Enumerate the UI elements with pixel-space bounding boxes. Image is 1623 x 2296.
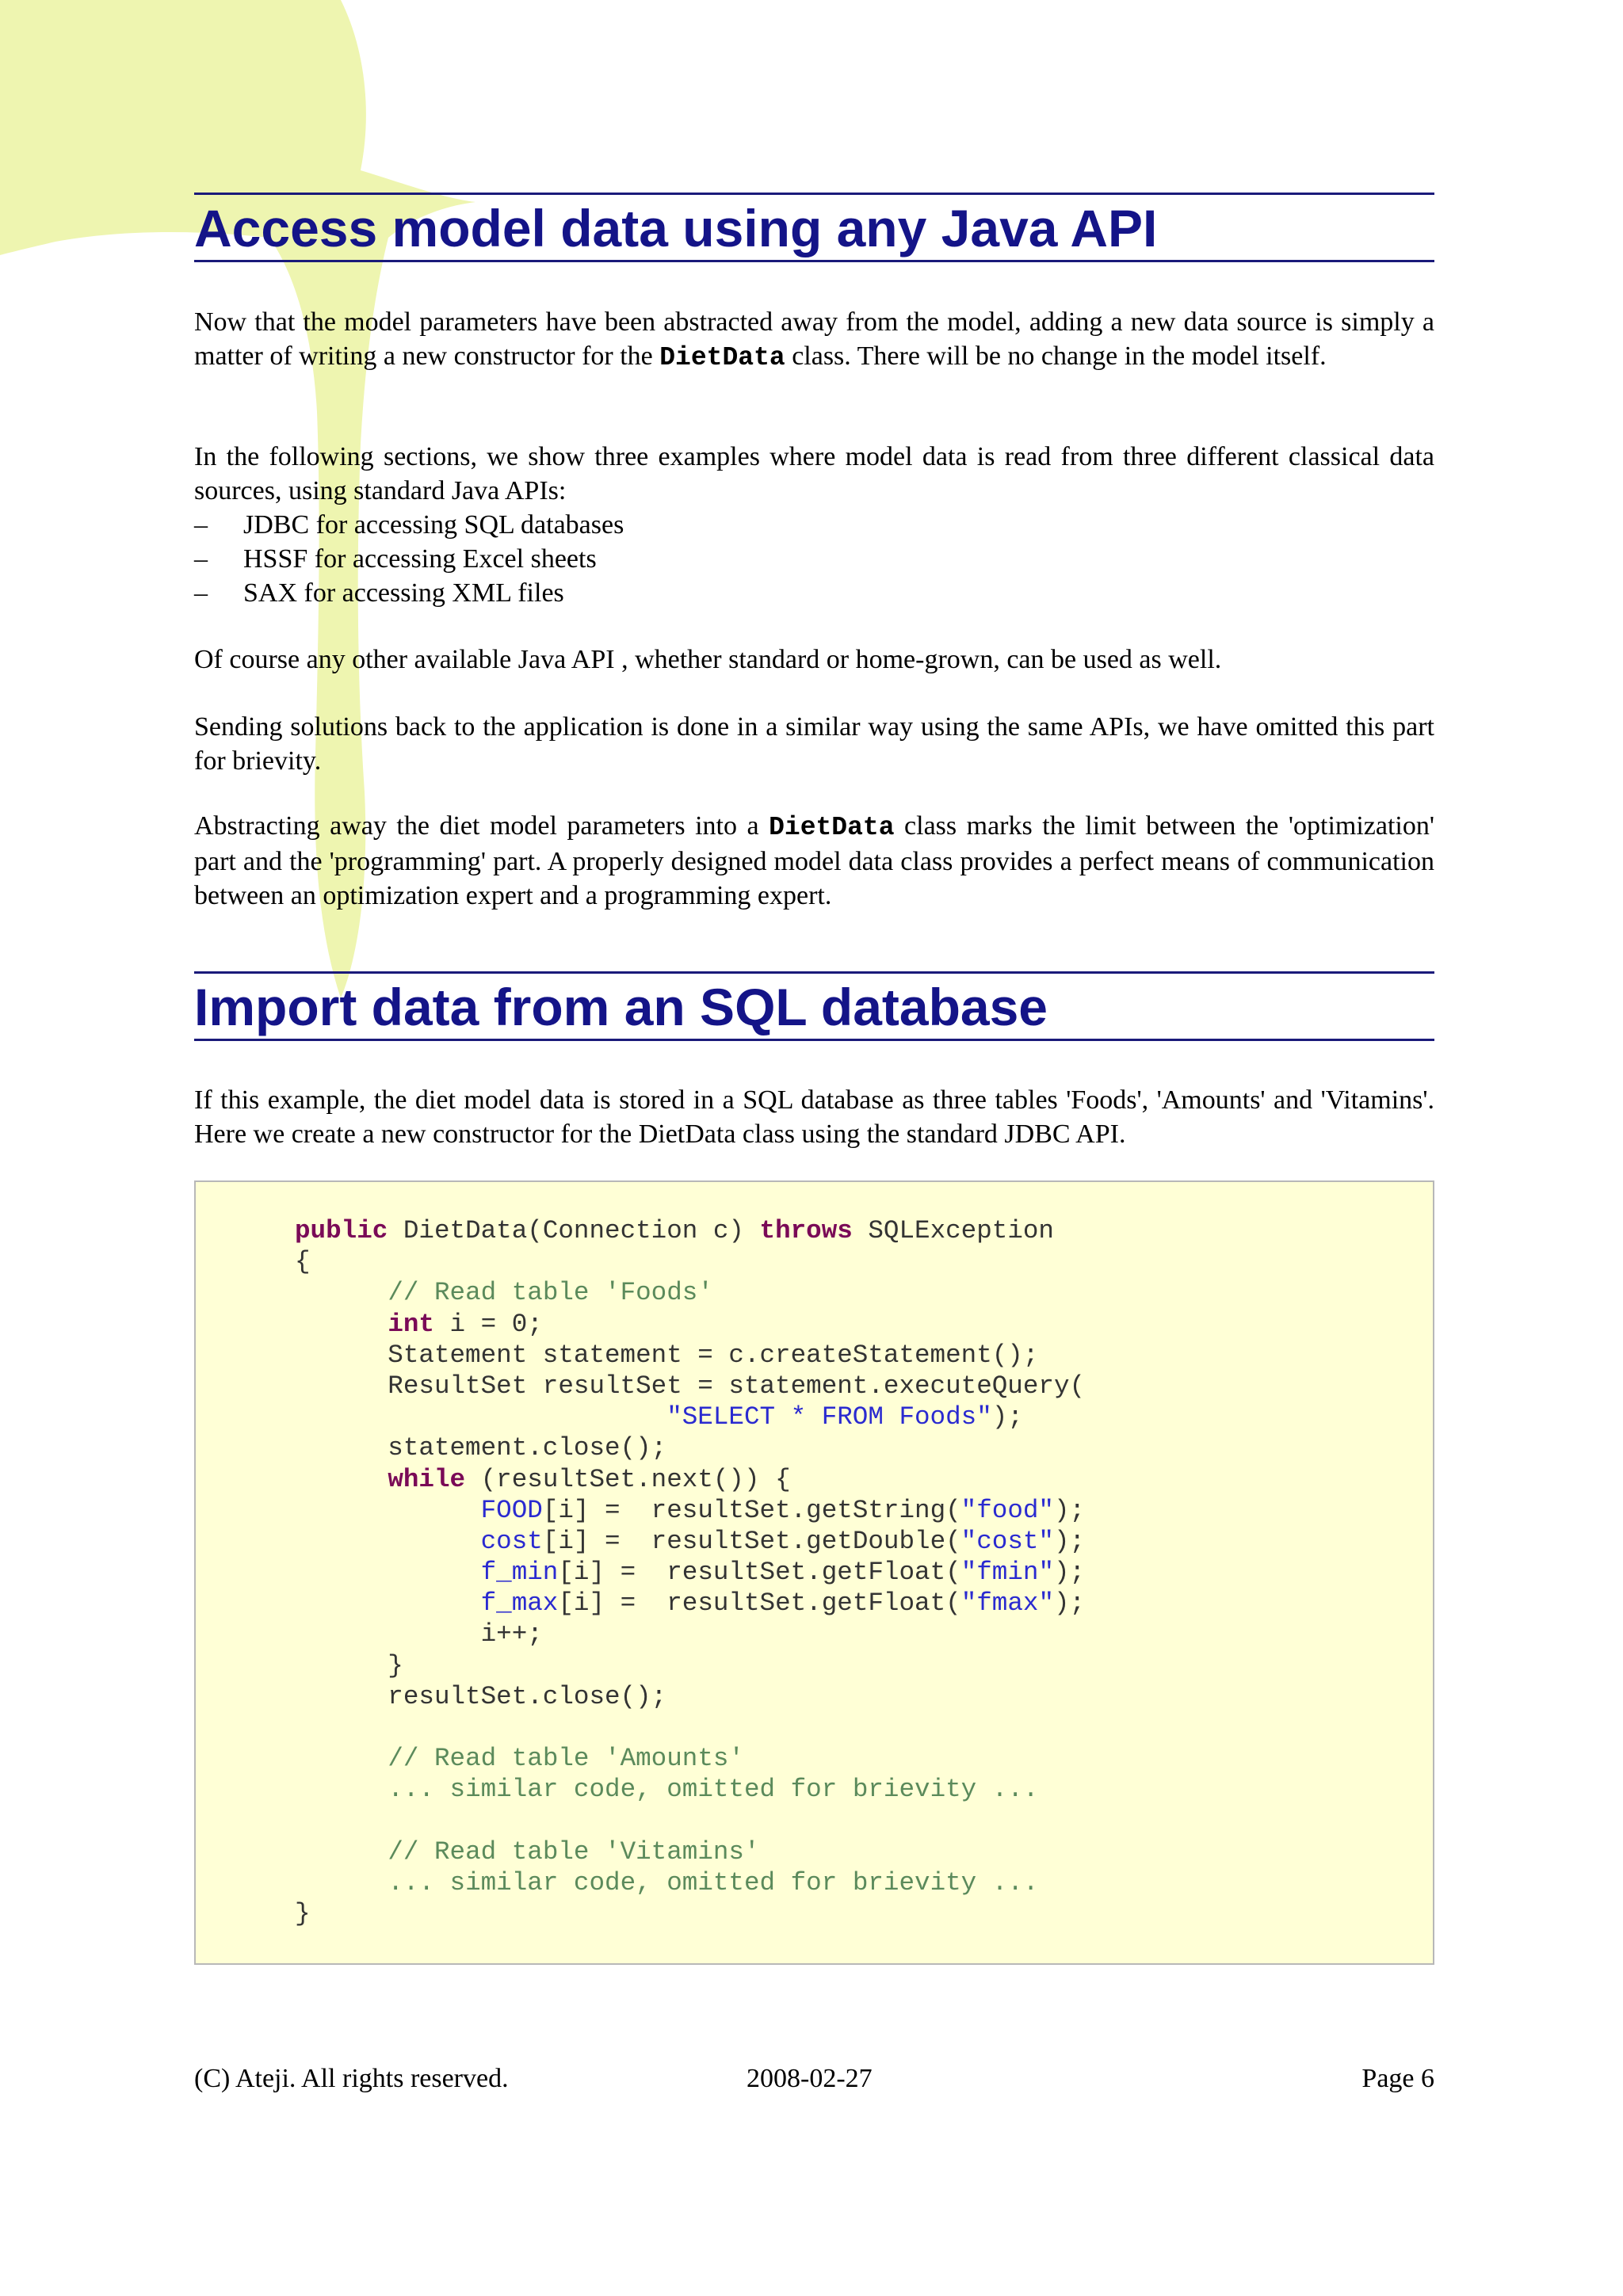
paragraph-examples-intro: In the following sections, we show three examples where model data is read from three different classical data sources, using standard Java APIs:: [194, 442, 1434, 505]
code-token: "SELECT * FROM Foods": [666, 1402, 992, 1432]
code-line: [295, 1464, 1085, 1495]
code-token: SQLException: [852, 1216, 1054, 1245]
code-token: [i] = resultSet.getString(: [542, 1495, 961, 1525]
code-line: [295, 1246, 1085, 1277]
footer-page-number: Page 6: [1361, 2064, 1434, 2093]
code-token: [295, 1496, 481, 1525]
section-heading-access-model-data: [194, 193, 1434, 262]
code-token: [295, 1868, 388, 1897]
code-token: }: [295, 1899, 311, 1929]
code-token: statement.close();: [295, 1433, 667, 1463]
code-token: FOOD: [480, 1495, 543, 1525]
paragraph-text: class. There will be no change in the model itself.: [785, 341, 1327, 371]
section-heading-import-sql: [194, 971, 1434, 1041]
code-line: [295, 1432, 1085, 1463]
code-token: (resultSet.next()) {: [465, 1464, 791, 1494]
code-line: [295, 1712, 1085, 1743]
code-line: [295, 1681, 1085, 1712]
code-line: [295, 1309, 1085, 1340]
code-token: DietData(Connection c): [388, 1216, 760, 1245]
code-token: );: [1053, 1495, 1086, 1525]
code-token: [i] = resultSet.getFloat(: [558, 1558, 961, 1588]
paragraph-sql-intro: If this example, the diet model data is stored in a SQL database as three tables 'Foods', 'Amounts' and 'Vitamins'. Here we create a new constructor for the DietData class using the standard JDBC API.: [194, 1085, 1434, 1149]
paragraph-text: Now that the model parameters have been abstracted away from the model, adding a new data source is simply a matter of writing a new constructor for the: [194, 307, 1434, 371]
inline-code-dietdata: DietData: [659, 343, 785, 372]
dash-bullet: –: [194, 510, 208, 540]
code-token: "cost": [960, 1526, 1054, 1556]
code-line: [295, 1898, 1085, 1929]
paragraph-text: Abstracting away the diet model parameters into a: [194, 811, 769, 841]
paragraph-text: class marks the limit between the 'optimization' part and the 'programming' part. A properly designed model data class provides a perfect means of communication between an optimization expert and a programming expert.: [194, 811, 1434, 910]
heading-title: Import data from an SQL database: [194, 978, 1048, 1036]
code-token: );: [991, 1402, 1023, 1432]
code-line: [295, 1215, 1085, 1246]
code-token: Statement statement = c.createStatement();: [295, 1340, 1039, 1370]
code-line: [295, 1588, 1085, 1619]
code-listing: [295, 1215, 1085, 1929]
code-token: f_min: [480, 1558, 559, 1588]
code-token: // Read table 'Vitamins': [388, 1836, 760, 1867]
code-line: [295, 1743, 1085, 1774]
code-token: while: [388, 1464, 466, 1494]
code-token: {: [295, 1247, 311, 1277]
code-token: f_max: [480, 1589, 559, 1619]
code-token: );: [1054, 1558, 1086, 1588]
list-item: [194, 508, 1434, 542]
code-token: [295, 1402, 666, 1432]
code-token: ... similar code, omitted for brievity ...: [388, 1775, 1039, 1805]
code-token: ResultSet resultSet = statement.executeQuery(: [295, 1371, 1086, 1401]
paragraph-abstracting-away: [194, 809, 1434, 913]
code-token: // Read table 'Amounts': [388, 1744, 744, 1774]
code-listing-box: [194, 1180, 1434, 1965]
code-token: throws: [759, 1216, 853, 1245]
code-token: [295, 1527, 481, 1556]
list-item: [194, 576, 1434, 610]
code-token: );: [1054, 1589, 1086, 1619]
code-token: [i] = resultSet.getFloat(: [558, 1589, 961, 1619]
code-token: [295, 1775, 388, 1804]
code-line: [295, 1619, 1085, 1650]
data-source-list: [194, 508, 1434, 610]
footer-date: 2008-02-27: [747, 2064, 873, 2093]
code-token: resultSet.close();: [295, 1681, 667, 1711]
inline-code-dietdata: DietData: [769, 813, 895, 842]
code-line: [295, 1526, 1085, 1557]
code-token: [295, 1589, 481, 1618]
list-item: [194, 542, 1434, 576]
code-line: [295, 1277, 1085, 1308]
code-line: [295, 1402, 1085, 1432]
code-token: i++;: [295, 1619, 543, 1650]
code-token: [295, 1310, 388, 1339]
code-line: [295, 1650, 1085, 1681]
code-line: [295, 1371, 1085, 1402]
code-token: // Read table 'Foods': [388, 1278, 713, 1308]
code-token: ... similar code, omitted for brievity ...: [388, 1867, 1039, 1897]
code-token: [i] = resultSet.getDouble(: [542, 1526, 961, 1556]
list-item-text: SAX for accessing XML files: [243, 578, 564, 608]
list-item-text: HSSF for accessing Excel sheets: [243, 544, 597, 574]
code-line: [295, 1340, 1085, 1371]
dash-bullet: –: [194, 578, 208, 608]
code-line: [295, 1836, 1085, 1867]
footer-copyright: (C) Ateji. All rights reserved.: [194, 2064, 509, 2093]
heading-title: Access model data using any Java API: [194, 199, 1158, 257]
code-token: [295, 1465, 388, 1494]
code-line: [295, 1774, 1085, 1805]
code-token: "food": [960, 1495, 1054, 1525]
code-line: [295, 1867, 1085, 1898]
code-token: [295, 1558, 481, 1587]
code-token: [295, 1278, 388, 1307]
paragraph-sending-solutions: Sending solutions back to the application is done in a similar way using the same APIs, we have omitted this part for brievity.: [194, 712, 1434, 776]
code-token: [295, 1837, 388, 1867]
code-token: public: [295, 1216, 388, 1245]
code-line: [295, 1557, 1085, 1588]
code-token: "fmax": [960, 1589, 1054, 1619]
paragraph-other-apis: Of course any other available Java API , whether standard or home-grown, can be used as well.: [194, 645, 1222, 674]
code-line: [295, 1806, 1085, 1836]
code-token: [295, 1744, 388, 1773]
code-token: );: [1053, 1526, 1086, 1556]
dash-bullet: –: [194, 544, 208, 574]
code-token: i = 0;: [433, 1309, 543, 1339]
code-line: [295, 1495, 1085, 1526]
code-token: }: [295, 1650, 403, 1680]
code-token: int: [388, 1309, 434, 1339]
code-token: "fmin": [960, 1558, 1054, 1588]
page-footer: [194, 2061, 1434, 2096]
list-item-text: JDBC for accessing SQL databases: [243, 510, 624, 540]
code-token: cost: [480, 1526, 543, 1556]
paragraph-new-data-source: [194, 305, 1434, 375]
